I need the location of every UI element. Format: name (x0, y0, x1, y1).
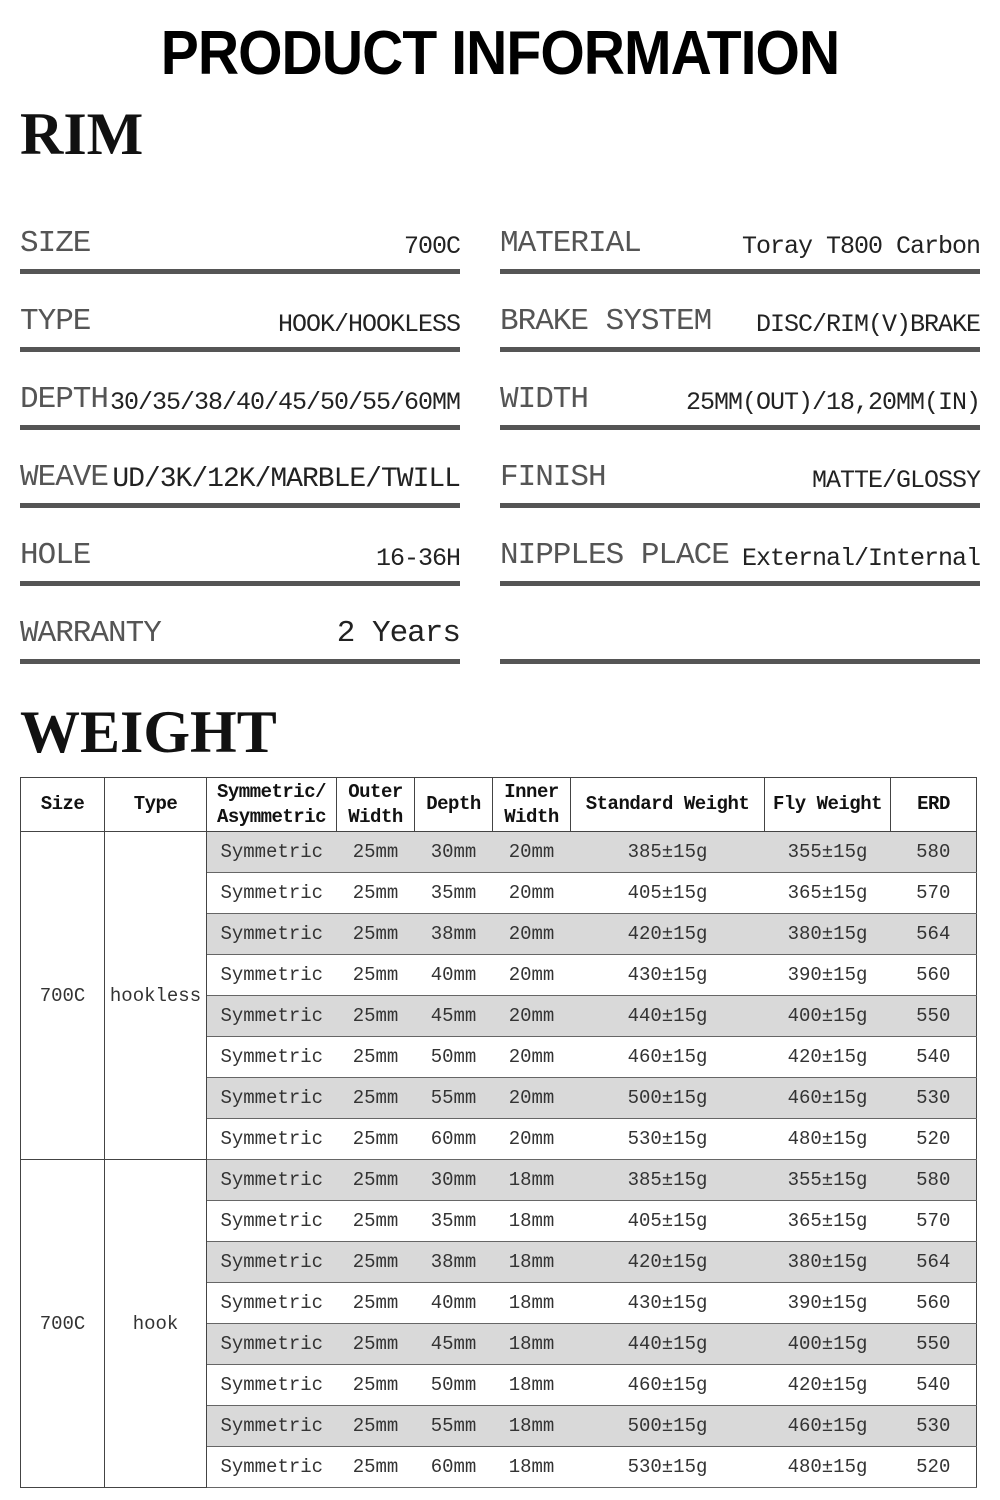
table-cell: 540 (891, 1365, 977, 1406)
table-cell: 460±15g (765, 1406, 891, 1447)
table-cell: 50mm (415, 1365, 493, 1406)
table-cell: 380±15g (765, 1242, 891, 1283)
table-header-row (21, 778, 977, 832)
column-header: Standard Weight (571, 778, 765, 832)
type-cell: hookless (105, 832, 207, 1160)
table-cell: 460±15g (765, 1078, 891, 1119)
column-header: Type (105, 778, 207, 832)
table-cell: 460±15g (571, 1037, 765, 1078)
table-cell: 25mm (337, 1406, 415, 1447)
spec-value: 30/35/38/40/45/50/55/60MM (109, 388, 460, 417)
table-cell: 18mm (493, 1201, 571, 1242)
table-cell: 38mm (415, 914, 493, 955)
table-cell: 530±15g (571, 1119, 765, 1160)
spec-hole (20, 508, 460, 586)
table-cell: 25mm (337, 1447, 415, 1488)
table-cell: 420±15g (571, 914, 765, 955)
spec-label: TYPE (20, 304, 91, 339)
table-cell: 420±15g (765, 1365, 891, 1406)
table-cell: 20mm (493, 1037, 571, 1078)
table-cell: 420±15g (765, 1037, 891, 1078)
table-cell: 440±15g (571, 1324, 765, 1365)
table-cell: 570 (891, 873, 977, 914)
table-cell: 20mm (493, 914, 571, 955)
table-cell: 20mm (493, 1119, 571, 1160)
table-row (21, 1160, 977, 1201)
column-header: Inner Width (493, 778, 571, 832)
table-cell: 560 (891, 955, 977, 996)
rim-heading: RIM (20, 101, 144, 167)
table-cell: 430±15g (571, 1283, 765, 1324)
table-cell: 25mm (337, 914, 415, 955)
table-cell: 530±15g (571, 1447, 765, 1488)
spec-type (20, 274, 460, 352)
column-header: Depth (415, 778, 493, 832)
table-cell: Symmetric (207, 914, 337, 955)
column-header: Size (21, 778, 105, 832)
spec-label: MATERIAL (500, 226, 641, 261)
table-cell: 365±15g (765, 1201, 891, 1242)
table-cell: 380±15g (765, 914, 891, 955)
table-cell: 25mm (337, 1324, 415, 1365)
spec-empty (500, 586, 980, 664)
spec-value: External/Internal (741, 544, 980, 573)
table-cell: Symmetric (207, 1037, 337, 1078)
table-cell: 530 (891, 1078, 977, 1119)
table-cell: 550 (891, 996, 977, 1037)
table-cell: 18mm (493, 1365, 571, 1406)
table-cell: 480±15g (765, 1119, 891, 1160)
table-cell: Symmetric (207, 996, 337, 1037)
table-cell: Symmetric (207, 832, 337, 873)
spec-label: WARRANTY (20, 616, 161, 651)
spec-label: FINISH (500, 460, 606, 495)
table-cell: 560 (891, 1283, 977, 1324)
table-cell: 564 (891, 1242, 977, 1283)
table-cell: 540 (891, 1037, 977, 1078)
table-cell: Symmetric (207, 873, 337, 914)
table-cell: 20mm (493, 955, 571, 996)
spec-width (500, 352, 980, 430)
table-cell: 405±15g (571, 1201, 765, 1242)
spec-value: HOOK/HOOKLESS (277, 310, 460, 339)
table-cell: Symmetric (207, 1201, 337, 1242)
spec-value: 700C (403, 232, 460, 261)
table-cell: 20mm (493, 996, 571, 1037)
table-cell: 365±15g (765, 873, 891, 914)
table-cell: 460±15g (571, 1365, 765, 1406)
table-cell: 25mm (337, 996, 415, 1037)
table-cell: 38mm (415, 1242, 493, 1283)
column-header: Fly Weight (765, 778, 891, 832)
table-cell: 18mm (493, 1160, 571, 1201)
table-cell: 480±15g (765, 1447, 891, 1488)
table-cell: 40mm (415, 1283, 493, 1324)
spec-weave (20, 430, 460, 508)
table-cell: Symmetric (207, 1160, 337, 1201)
table-cell: 35mm (415, 1201, 493, 1242)
table-cell: Symmetric (207, 1406, 337, 1447)
spec-value: 25MM(OUT)/18,20MM(IN) (685, 388, 980, 417)
table-cell: 355±15g (765, 1160, 891, 1201)
weight-heading: WEIGHT (20, 699, 277, 765)
page-title: PRODUCT INFORMATION (160, 19, 840, 88)
spec-depth (20, 352, 460, 430)
table-cell: 25mm (337, 1242, 415, 1283)
table-cell: 25mm (337, 1201, 415, 1242)
table-cell: 30mm (415, 1160, 493, 1201)
table-cell: Symmetric (207, 1078, 337, 1119)
column-header: Symmetric/ Asymmetric (207, 778, 337, 832)
type-cell: hook (105, 1160, 207, 1488)
table-cell: 385±15g (571, 832, 765, 873)
table-cell: 20mm (493, 1078, 571, 1119)
table-cell: 25mm (337, 1283, 415, 1324)
spec-label: HOLE (20, 538, 91, 573)
table-cell: 355±15g (765, 832, 891, 873)
column-header: ERD (891, 778, 977, 832)
table-cell: 18mm (493, 1283, 571, 1324)
table-cell: 25mm (337, 1037, 415, 1078)
table-row (21, 832, 977, 873)
table-cell: 18mm (493, 1447, 571, 1488)
table-cell: 18mm (493, 1406, 571, 1447)
spec-value: UD/3K/12K/MARBLE/TWILL (112, 464, 460, 495)
table-cell: 20mm (493, 873, 571, 914)
table-cell: 520 (891, 1447, 977, 1488)
table-cell: 25mm (337, 1365, 415, 1406)
spec-brake-system (500, 274, 980, 352)
spec-value: 16-36H (375, 544, 460, 573)
table-cell: 385±15g (571, 1160, 765, 1201)
spec-material (500, 196, 980, 274)
table-cell: 25mm (337, 1160, 415, 1201)
spec-warranty (20, 586, 460, 664)
spec-nipples-place (500, 508, 980, 586)
spec-value: DISC/RIM(V)BRAKE (755, 310, 980, 339)
table-cell: 25mm (337, 832, 415, 873)
table-cell: 500±15g (571, 1078, 765, 1119)
table-cell: 530 (891, 1406, 977, 1447)
table-body (21, 832, 977, 1488)
table-cell: 40mm (415, 955, 493, 996)
table-cell: 400±15g (765, 996, 891, 1037)
table-cell: 45mm (415, 996, 493, 1037)
spec-value: 2 Years (336, 616, 460, 651)
spec-label: WIDTH (500, 382, 589, 417)
table-cell: Symmetric (207, 1324, 337, 1365)
table-cell: Symmetric (207, 1119, 337, 1160)
table-cell: Symmetric (207, 1283, 337, 1324)
size-cell: 700C (21, 1160, 105, 1488)
table-cell: 430±15g (571, 955, 765, 996)
table-cell: 60mm (415, 1447, 493, 1488)
table-cell: 60mm (415, 1119, 493, 1160)
spec-label: DEPTH (20, 382, 109, 417)
rim-spec-grid (20, 196, 980, 664)
table-cell: 20mm (493, 832, 571, 873)
spec-label: NIPPLES PLACE (500, 538, 729, 573)
table-cell: 390±15g (765, 1283, 891, 1324)
table-cell: Symmetric (207, 1365, 337, 1406)
spec-value: MATTE/GLOSSY (811, 466, 980, 495)
table-cell: 25mm (337, 1119, 415, 1160)
spec-label: SIZE (20, 226, 91, 261)
column-header: Outer Width (337, 778, 415, 832)
table-cell: 18mm (493, 1242, 571, 1283)
spec-label: WEAVE (20, 460, 109, 495)
spec-value: Toray T800 Carbon (741, 232, 980, 261)
table-cell: 440±15g (571, 996, 765, 1037)
table-cell: 50mm (415, 1037, 493, 1078)
table-cell: 45mm (415, 1324, 493, 1365)
table-cell: 564 (891, 914, 977, 955)
table-cell: 25mm (337, 1078, 415, 1119)
table-cell: 400±15g (765, 1324, 891, 1365)
spec-size (20, 196, 460, 274)
table-cell: Symmetric (207, 1447, 337, 1488)
table-cell: 550 (891, 1324, 977, 1365)
table-cell: 570 (891, 1201, 977, 1242)
table-cell: 580 (891, 1160, 977, 1201)
table-cell: 25mm (337, 955, 415, 996)
weight-table (20, 777, 977, 1488)
spec-finish (500, 430, 980, 508)
table-cell: 55mm (415, 1406, 493, 1447)
table-cell: 25mm (337, 873, 415, 914)
table-cell: Symmetric (207, 1242, 337, 1283)
table-cell: Symmetric (207, 955, 337, 996)
table-cell: 500±15g (571, 1406, 765, 1447)
table-cell: 580 (891, 832, 977, 873)
spec-label: BRAKE SYSTEM (500, 304, 712, 339)
table-cell: 30mm (415, 832, 493, 873)
table-cell: 390±15g (765, 955, 891, 996)
table-cell: 520 (891, 1119, 977, 1160)
table-cell: 55mm (415, 1078, 493, 1119)
table-cell: 420±15g (571, 1242, 765, 1283)
table-cell: 405±15g (571, 873, 765, 914)
table-cell: 35mm (415, 873, 493, 914)
size-cell: 700C (21, 832, 105, 1160)
table-cell: 18mm (493, 1324, 571, 1365)
